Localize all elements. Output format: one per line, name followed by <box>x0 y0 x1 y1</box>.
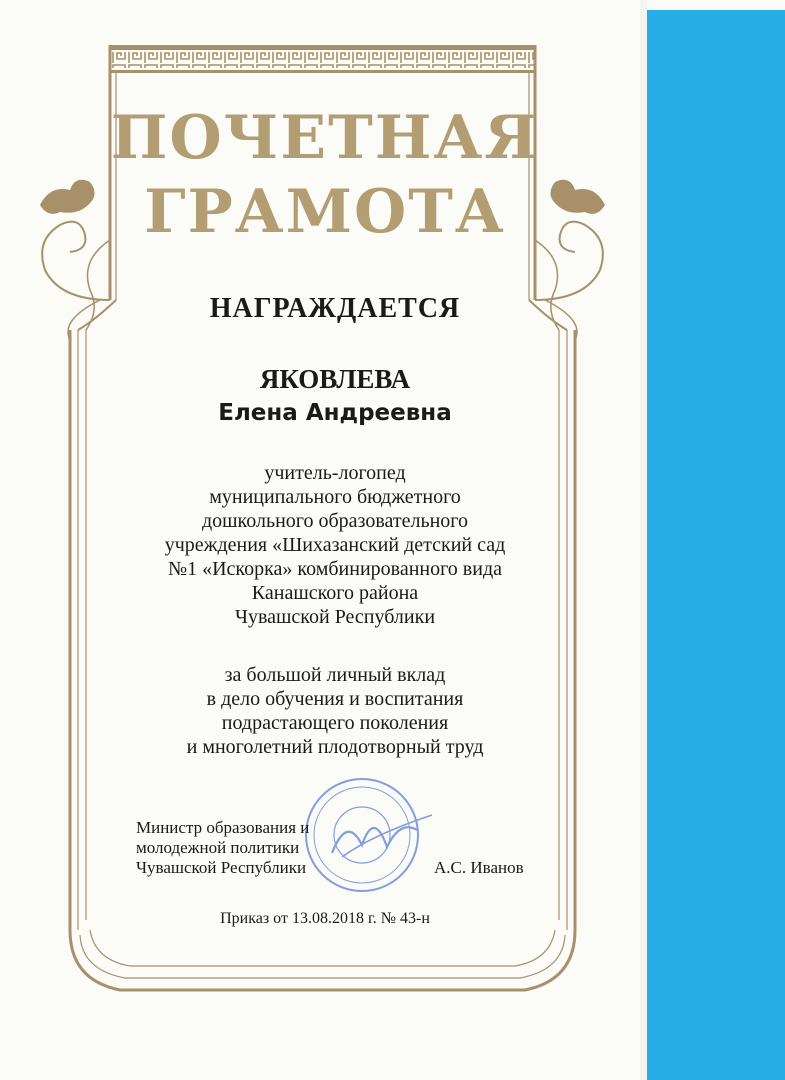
title-line-1: ПОЧЕТНАЯ <box>110 103 540 173</box>
signer-title-line: Чувашской Республики <box>136 858 307 877</box>
position-line: учитель-логопед <box>264 462 406 484</box>
recipient-given-names: Елена Андреевна <box>218 400 452 426</box>
position-line: №1 «Искорка» комбинированного вида <box>167 558 503 580</box>
signer-title-line: молодежной политики <box>136 838 300 857</box>
blue-side-stripe <box>647 10 785 1080</box>
award-reason <box>150 663 520 759</box>
reason-line: подрастающего поколения <box>221 712 449 734</box>
signer-title-line: Министр образования и <box>136 818 310 837</box>
reason-line: и многолетний плодотворный труд <box>186 736 484 758</box>
recipient-position <box>150 461 520 629</box>
position-line: учреждения «Шихазанский детский сад <box>164 534 506 556</box>
reason-line: в дело обучения и воспитания <box>206 688 464 710</box>
reason-line: за большой личный вклад <box>224 664 446 686</box>
recipient-surname: ЯКОВЛЕВА <box>259 364 411 394</box>
signer-name: А.С. Иванов <box>434 858 524 877</box>
title-line-2: ГРАМОТА <box>144 177 506 247</box>
position-line: муниципального бюджетного <box>209 486 461 508</box>
awarded-label: НАГРАЖДАЕТСЯ <box>209 293 461 324</box>
signer-title <box>136 818 309 878</box>
order-reference: Приказ от 13.08.2018 г. № 43-н <box>220 910 430 927</box>
position-line: дошкольного образовательного <box>201 510 469 532</box>
position-line: Чувашской Республики <box>234 606 436 628</box>
position-line: Канашского района <box>251 582 419 604</box>
